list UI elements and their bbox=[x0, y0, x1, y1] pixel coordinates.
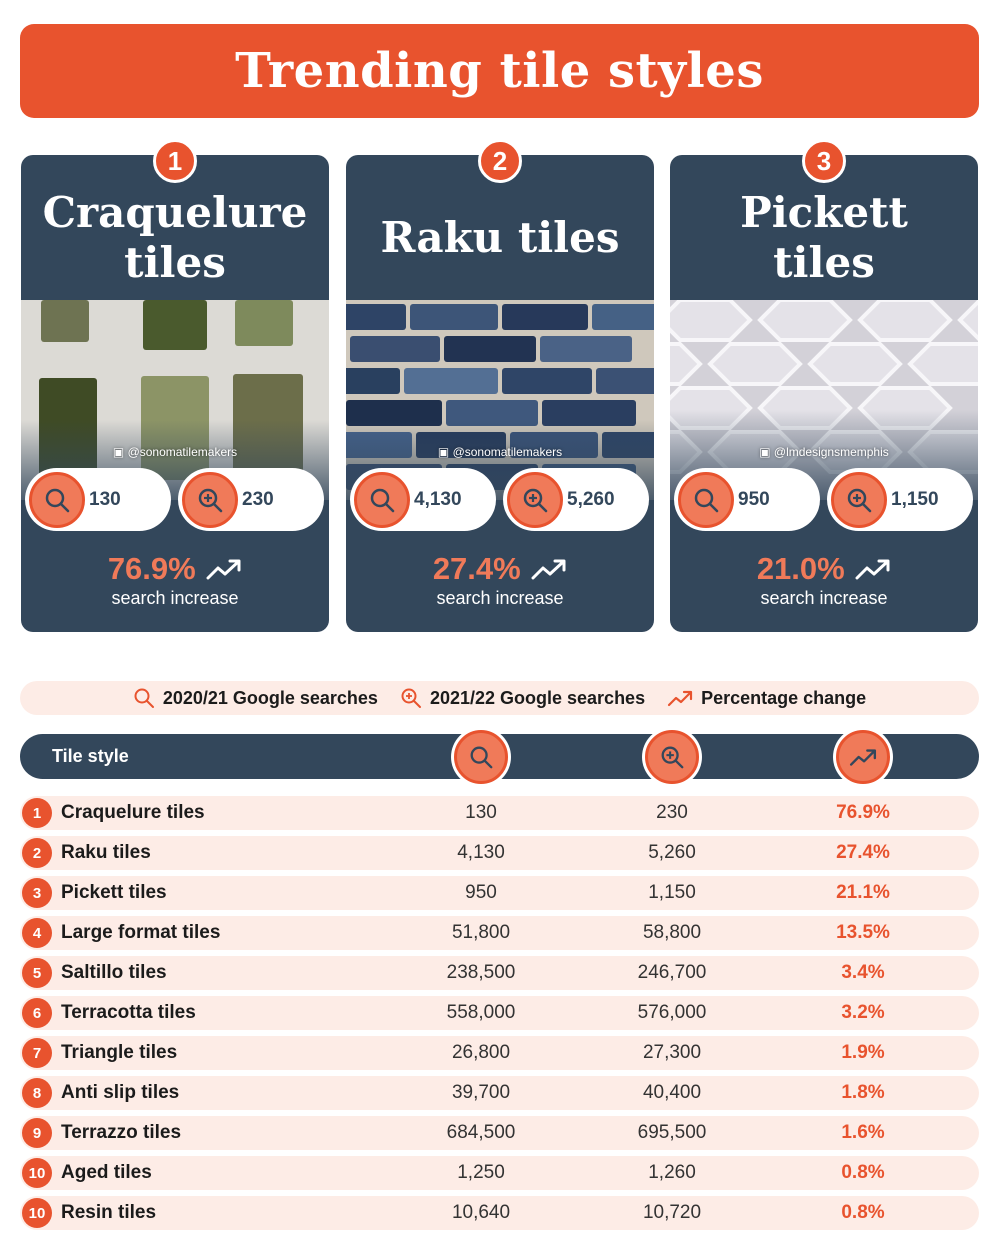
searches-2021-cell: 27,300 bbox=[642, 1042, 702, 1063]
pct-label: search increase bbox=[111, 588, 239, 608]
table-row bbox=[20, 916, 979, 950]
column-header-tile-style: Tile style bbox=[52, 746, 129, 766]
search-icon bbox=[133, 687, 155, 709]
pct-value: 27.4% bbox=[432, 551, 521, 586]
pct-value: 76.9% bbox=[107, 551, 196, 586]
searches-2021-pill bbox=[503, 468, 649, 531]
title-banner bbox=[20, 24, 979, 118]
searches-2021-cell: 246,700 bbox=[637, 962, 707, 983]
tile-name: Anti slip tiles bbox=[61, 1082, 180, 1103]
tile-name: Terrazzo tiles bbox=[61, 1122, 182, 1143]
table-row bbox=[20, 956, 979, 990]
card-pickett bbox=[670, 145, 978, 632]
table-row bbox=[20, 1036, 979, 1070]
legend-searches-2021: 2021/22 Google searches bbox=[400, 687, 645, 709]
searches-2021-value: 5,260 bbox=[567, 488, 615, 510]
rank-badge: 9 bbox=[22, 1118, 52, 1148]
searches-2020-value: 950 bbox=[738, 488, 770, 510]
photo-credit: ▣ @sonomatilemakers bbox=[112, 445, 238, 459]
rank-badge: 4 bbox=[22, 918, 52, 948]
card-title: Craquelure tiles bbox=[42, 188, 308, 287]
trend-up-icon bbox=[531, 558, 567, 580]
trend-up-icon bbox=[667, 689, 693, 707]
search-icon bbox=[678, 472, 734, 528]
pct-change-cell: 27.4% bbox=[836, 842, 890, 863]
searches-2021-pill bbox=[827, 468, 973, 531]
searches-2020-cell: 1,250 bbox=[457, 1162, 505, 1183]
searches-2020-cell: 684,500 bbox=[446, 1122, 516, 1143]
legend-searches-2020: 2020/21 Google searches bbox=[133, 687, 378, 709]
searches-2020-cell: 39,700 bbox=[451, 1082, 511, 1103]
pct-label: search increase bbox=[760, 588, 888, 608]
tile-name: Pickett tiles bbox=[61, 882, 167, 903]
tile-name: Resin tiles bbox=[61, 1202, 157, 1223]
card-raku bbox=[346, 145, 654, 632]
searches-2021-cell: 40,400 bbox=[642, 1082, 702, 1103]
searches-2021-cell: 576,000 bbox=[637, 1002, 707, 1023]
rank-badge: 1 bbox=[22, 798, 52, 828]
rank-badge: 1 bbox=[153, 139, 197, 183]
pct-change-cell: 3.4% bbox=[841, 962, 885, 983]
rank-badge: 5 bbox=[22, 958, 52, 988]
table-row bbox=[20, 1196, 979, 1230]
searches-2020-cell: 558,000 bbox=[446, 1002, 516, 1023]
pct-change-cell: 1.6% bbox=[841, 1122, 885, 1143]
pct-label: search increase bbox=[436, 588, 564, 608]
table-row bbox=[20, 996, 979, 1030]
pct-row bbox=[670, 551, 978, 587]
rank-badge: 10 bbox=[22, 1158, 52, 1188]
legend bbox=[20, 681, 979, 715]
table-row bbox=[20, 836, 979, 870]
searches-2021-cell: 1,260 bbox=[648, 1162, 696, 1183]
pct-value: 21.0% bbox=[756, 551, 845, 586]
searches-2020-cell: 10,640 bbox=[451, 1202, 511, 1223]
searches-2020-value: 4,130 bbox=[414, 488, 462, 510]
pct-change-cell: 21.1% bbox=[836, 882, 890, 903]
searches-2021-cell: 10,720 bbox=[642, 1202, 702, 1223]
pct-change-cell: 76.9% bbox=[836, 802, 890, 823]
search-icon bbox=[454, 730, 508, 784]
rank-badge: 2 bbox=[22, 838, 52, 868]
instagram-icon: ▣ bbox=[759, 445, 771, 459]
card-craquelure bbox=[21, 145, 329, 632]
pct-change-cell: 3.2% bbox=[841, 1002, 885, 1023]
rank-badge: 3 bbox=[802, 139, 846, 183]
tile-name: Triangle tiles bbox=[61, 1042, 178, 1063]
searches-2020-value: 130 bbox=[89, 488, 121, 510]
rank-badge: 8 bbox=[22, 1078, 52, 1108]
rank-badge: 2 bbox=[478, 139, 522, 183]
searches-2021-cell: 5,260 bbox=[648, 842, 696, 863]
rank-badge: 3 bbox=[22, 878, 52, 908]
searches-2020-pill bbox=[674, 468, 820, 531]
pct-row bbox=[346, 551, 654, 587]
table-row bbox=[20, 1076, 979, 1110]
pct-change-cell: 0.8% bbox=[841, 1202, 885, 1223]
pct-row bbox=[21, 551, 329, 587]
card-title: Pickett tiles bbox=[740, 188, 908, 287]
tile-name: Saltillo tiles bbox=[61, 962, 167, 983]
table-row bbox=[20, 876, 979, 910]
searches-2020-pill bbox=[25, 468, 171, 531]
rank-badge: 6 bbox=[22, 998, 52, 1028]
zoom-in-icon bbox=[182, 472, 238, 528]
page-title: Trending tile styles bbox=[235, 43, 764, 99]
searches-2021-pill bbox=[178, 468, 324, 531]
trend-up-icon bbox=[855, 558, 891, 580]
legend-pct-change: Percentage change bbox=[667, 688, 866, 709]
search-icon bbox=[29, 472, 85, 528]
trend-up-icon bbox=[836, 730, 890, 784]
photo-credit: ▣ @lmdesignsmemphis bbox=[759, 445, 889, 459]
table-header bbox=[20, 734, 979, 779]
searches-2020-cell: 26,800 bbox=[451, 1042, 511, 1063]
pct-change-cell: 1.9% bbox=[841, 1042, 885, 1063]
instagram-icon: ▣ bbox=[437, 445, 450, 459]
zoom-in-icon bbox=[831, 472, 887, 528]
search-icon bbox=[354, 472, 410, 528]
searches-2020-cell: 51,800 bbox=[451, 922, 511, 943]
searches-2021-value: 230 bbox=[242, 488, 274, 510]
searches-2020-cell: 950 bbox=[465, 882, 497, 903]
tile-name: Raku tiles bbox=[61, 842, 151, 863]
tile-name: Craquelure tiles bbox=[61, 802, 205, 823]
card-title: Raku tiles bbox=[380, 213, 620, 262]
zoom-in-icon bbox=[645, 730, 699, 784]
zoom-in-icon bbox=[400, 687, 422, 709]
table-row bbox=[20, 1156, 979, 1190]
tile-name: Large format tiles bbox=[61, 922, 221, 943]
rank-badge: 7 bbox=[22, 1038, 52, 1068]
pct-change-cell: 13.5% bbox=[836, 922, 890, 943]
table-row bbox=[20, 1116, 979, 1150]
searches-2021-cell: 230 bbox=[656, 802, 688, 823]
tile-name: Aged tiles bbox=[61, 1162, 152, 1183]
searches-2020-cell: 4,130 bbox=[457, 842, 505, 863]
searches-2021-value: 1,150 bbox=[891, 488, 939, 510]
photo-credit: ▣ @sonomatilemakers bbox=[437, 445, 563, 459]
instagram-icon: ▣ bbox=[112, 445, 125, 459]
searches-2020-pill bbox=[350, 468, 496, 531]
pct-change-cell: 0.8% bbox=[841, 1162, 885, 1183]
searches-2020-cell: 130 bbox=[465, 802, 497, 823]
tile-name: Terracotta tiles bbox=[61, 1002, 196, 1023]
searches-2021-cell: 58,800 bbox=[642, 922, 702, 943]
pct-change-cell: 1.8% bbox=[841, 1082, 885, 1103]
zoom-in-icon bbox=[507, 472, 563, 528]
searches-2021-cell: 695,500 bbox=[637, 1122, 707, 1143]
trend-up-icon bbox=[206, 558, 242, 580]
searches-2021-cell: 1,150 bbox=[648, 882, 696, 903]
rank-badge: 10 bbox=[22, 1198, 52, 1228]
table-row bbox=[20, 796, 979, 830]
searches-2020-cell: 238,500 bbox=[446, 962, 516, 983]
